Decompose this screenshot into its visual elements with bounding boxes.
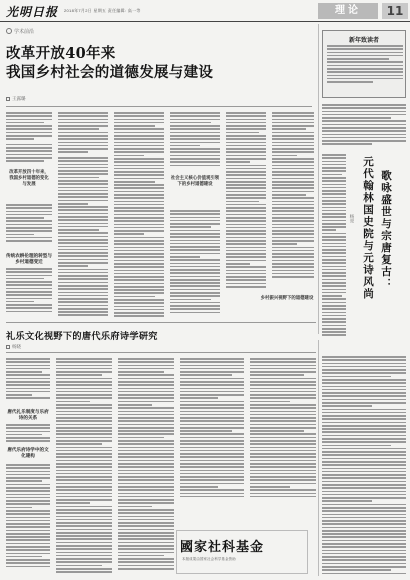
- main-byline: [6, 96, 26, 102]
- second-byline: [6, 344, 21, 350]
- byline-icon: [6, 97, 10, 101]
- text-column: [114, 112, 164, 318]
- text-column: [250, 358, 316, 524]
- text-column: [118, 358, 174, 574]
- divider: [6, 106, 312, 107]
- side-byline: 杨亮: [349, 214, 354, 223]
- column-divider: [318, 24, 319, 334]
- fund-logo: 國家社科基金: [180, 540, 265, 555]
- second-byline-name: 杨晓: [12, 345, 21, 350]
- text-column: [272, 112, 314, 292]
- text-column: [6, 268, 52, 318]
- editor-note-text: [327, 45, 403, 97]
- text-column: [6, 464, 50, 574]
- text-column: [6, 112, 52, 168]
- text-column: [56, 358, 112, 574]
- text-column: [180, 358, 244, 524]
- editor-note-title: 新年致读者: [348, 37, 379, 44]
- divider: [6, 322, 316, 323]
- page-number: 11: [382, 3, 408, 19]
- section-label: 理论: [318, 3, 378, 19]
- subheading: 唐代礼乐制度与乐府诗的关系: [7, 410, 49, 421]
- side-title-col1: 歌咏盛世与宗唐复古：: [380, 170, 392, 290]
- subheading: 传统农耕伦理的转型与乡村道德变迁: [6, 254, 52, 265]
- main-headline-line1: 改革开放40年来: [6, 45, 116, 62]
- text-column: [322, 356, 406, 574]
- main-headline-line2: 我国乡村社会的道德发展与建设: [6, 64, 214, 81]
- text-column: [6, 424, 50, 446]
- byline-icon: [6, 345, 10, 349]
- kicker-label: 学术前沿: [14, 29, 35, 35]
- subheading: 唐代乐府诗学中的文化建构: [7, 448, 49, 459]
- article-kicker: [6, 28, 34, 35]
- pullquote-bottom: 乡村振兴视野下的道德建设: [260, 296, 314, 301]
- main-byline-name: 王露璐: [12, 97, 26, 102]
- text-column: [58, 112, 108, 318]
- editor-note-box: [322, 30, 406, 98]
- pullquote-mid: 社会主义核心价值观引领下的乡村道德建设: [170, 176, 220, 187]
- text-column: [170, 210, 220, 318]
- text-column: [226, 112, 266, 292]
- second-headline: 礼乐文化视野下的唐代乐府诗学研究: [6, 331, 158, 342]
- kicker-icon: [6, 28, 12, 34]
- dateline: 2018年7月2日 星期五 责任编辑: 高一等: [64, 8, 141, 13]
- column-divider: [318, 340, 319, 576]
- text-column: [6, 204, 52, 246]
- text-column: [6, 358, 50, 406]
- text-column: [322, 154, 346, 350]
- text-column: [322, 104, 406, 148]
- side-title-col2: 元代翰林国史院与元诗风尚: [362, 156, 374, 300]
- fund-subtitle: 本版成果由国家社会科学基金资助: [182, 557, 236, 561]
- divider: [6, 352, 316, 353]
- text-column: [170, 112, 220, 172]
- pullquote-left: 改革开放四十年来，我国乡村道德的变化与发展: [9, 170, 49, 187]
- main-headline: [6, 44, 306, 82]
- newspaper-logo: 光明日报: [6, 5, 59, 19]
- masthead: [0, 0, 410, 22]
